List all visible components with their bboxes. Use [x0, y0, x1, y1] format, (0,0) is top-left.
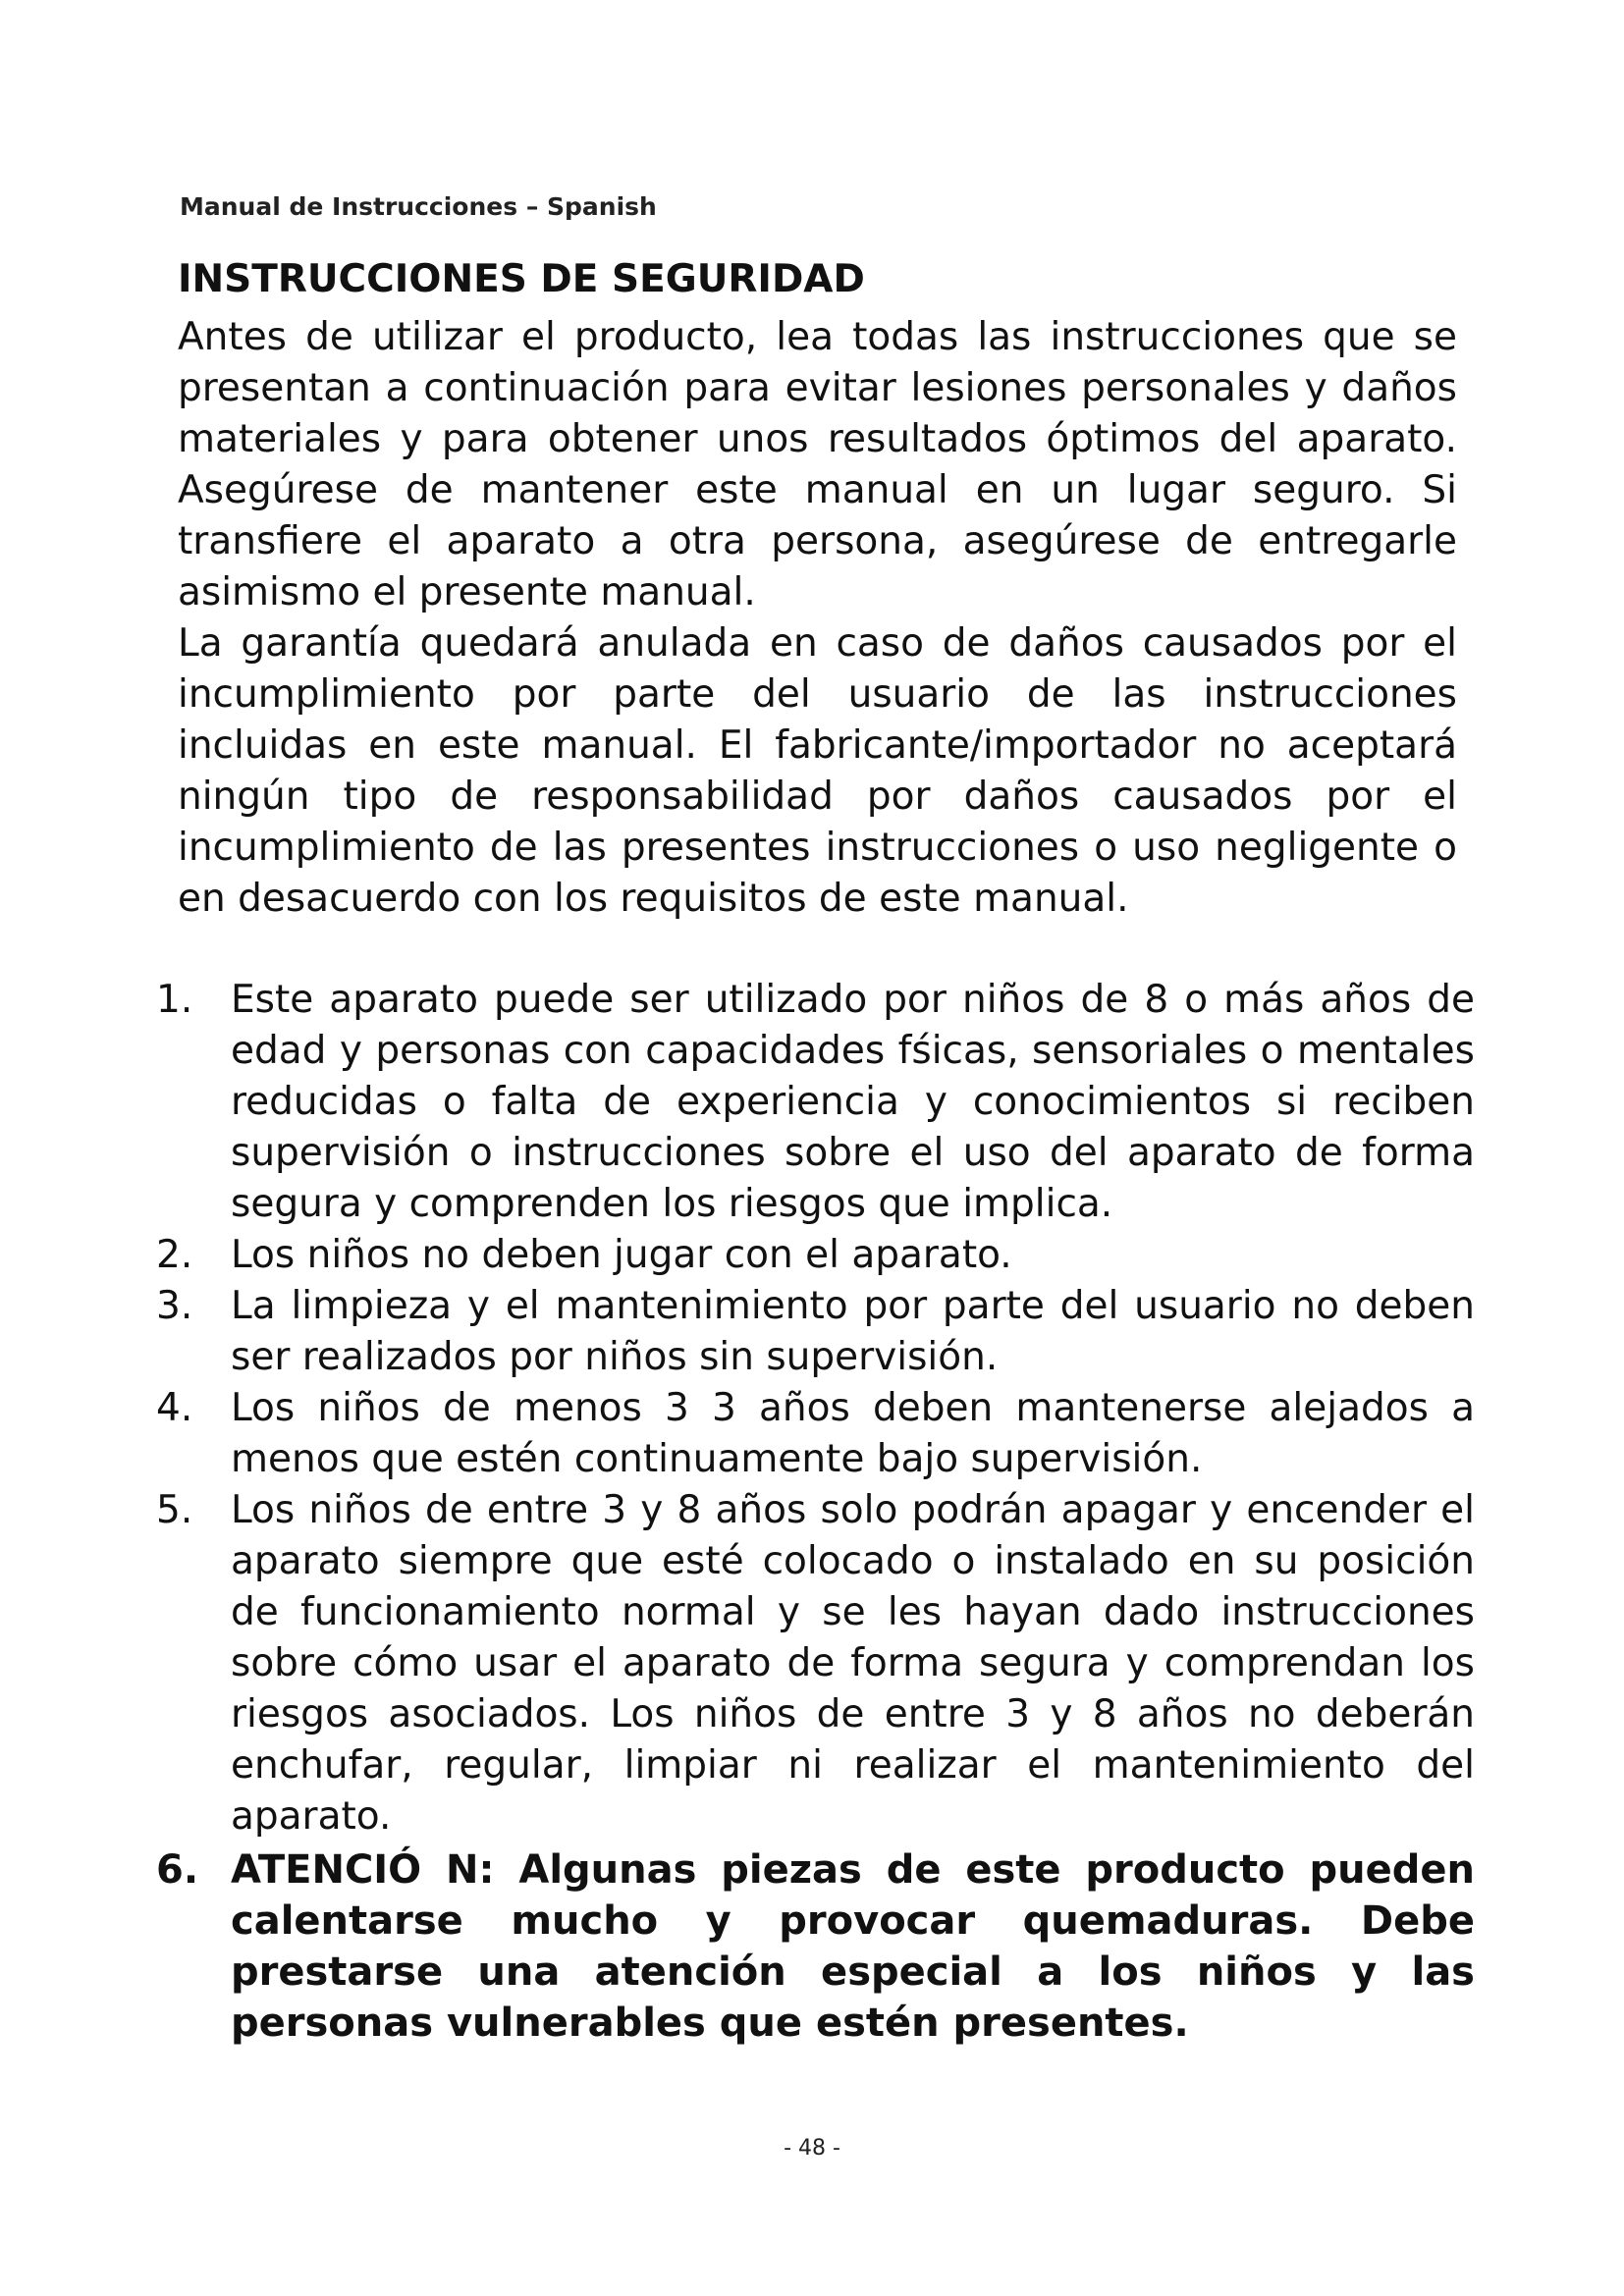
list-item-number: 4.: [156, 1386, 193, 1430]
list-item-number: 3.: [156, 1284, 193, 1328]
page-number: - 48 -: [784, 2136, 840, 2161]
intro-paragraph-1: Antes de utilizar el producto, lea todas las instrucciones que se presentan a continuación para evitar lesiones personales y daños materiales y para obtener unos resultados óptimos del aparato. Asegúrese de mantener este manual en un lugar seguro. Si transfiere el aparato a otra persona, asegúrese de entregarle asimismo el presente manual.: [178, 315, 1457, 614]
warning-list-item: [156, 1844, 1475, 2049]
warning-text: ATENCIÓ N: Algunas piezas de este producto pueden calentarse mucho y provocar quemaduras. Debe prestarse una atención especial a los niños y las personas vulnerables que estén presentes.: [231, 1847, 1475, 2046]
list-item-number: 5.: [156, 1488, 193, 1532]
list-item: [156, 975, 1475, 1230]
list-item: [156, 1485, 1475, 1842]
section-title: INSTRUCCIONES DE SEGURIDAD: [178, 257, 865, 301]
list-item-text: Los niños no deben jugar con el aparato.: [231, 1233, 1012, 1277]
list-item-text: Los niños de menos 3 3 años deben mantenerse alejados a menos que estén continuamente bajo supervisión.: [231, 1386, 1475, 1481]
list-item: [156, 1383, 1475, 1485]
list-item-text: Este aparato puede ser utilizado por niños de 8 o más años de edad y personas con capacidades fśicas, sensoriales o mentales reducidas o falta de experiencia y conocimientos si reciben supervisión o instrucciones sobre el uso del aparato de forma segura y comprenden los riesgos que implica.: [231, 978, 1475, 1226]
running-header: Manual de Instrucciones – Spanish: [180, 192, 657, 221]
intro-paragraph-2: La garantía quedará anulada en caso de daños causados por el incumplimiento por parte del usuario de las instrucciones incluidas en este manual. El fabricante/importador no aceptará ningún tipo de responsabilidad por daños causados por el incumplimiento de las presentes instrucciones o uso negligente o en desacuerdo con los requisitos de este manual.: [178, 621, 1457, 921]
list-item-number: 1.: [156, 978, 193, 1022]
safety-instructions-list: [156, 975, 1475, 2049]
list-item-number: 2.: [156, 1233, 193, 1277]
list-item: [156, 1230, 1475, 1281]
list-item-text: Los niños de entre 3 y 8 años solo podrán apagar y encender el aparato siempre que esté colocado o instalado en su posición de funcionamiento normal y se les hayan dado instrucciones sobre cómo usar el aparato de forma segura y comprendan los riesgos asociados. Los niños de entre 3 y 8 años no deberán enchufar, regular, limpiar ni realizar el mantenimiento del aparato.: [231, 1488, 1475, 1839]
list-item: [156, 1281, 1475, 1383]
list-item-text: La limpieza y el mantenimiento por parte del usuario no deben ser realizados por niños sin supervisión.: [231, 1284, 1475, 1379]
list-item-number: 6.: [156, 1847, 199, 1893]
